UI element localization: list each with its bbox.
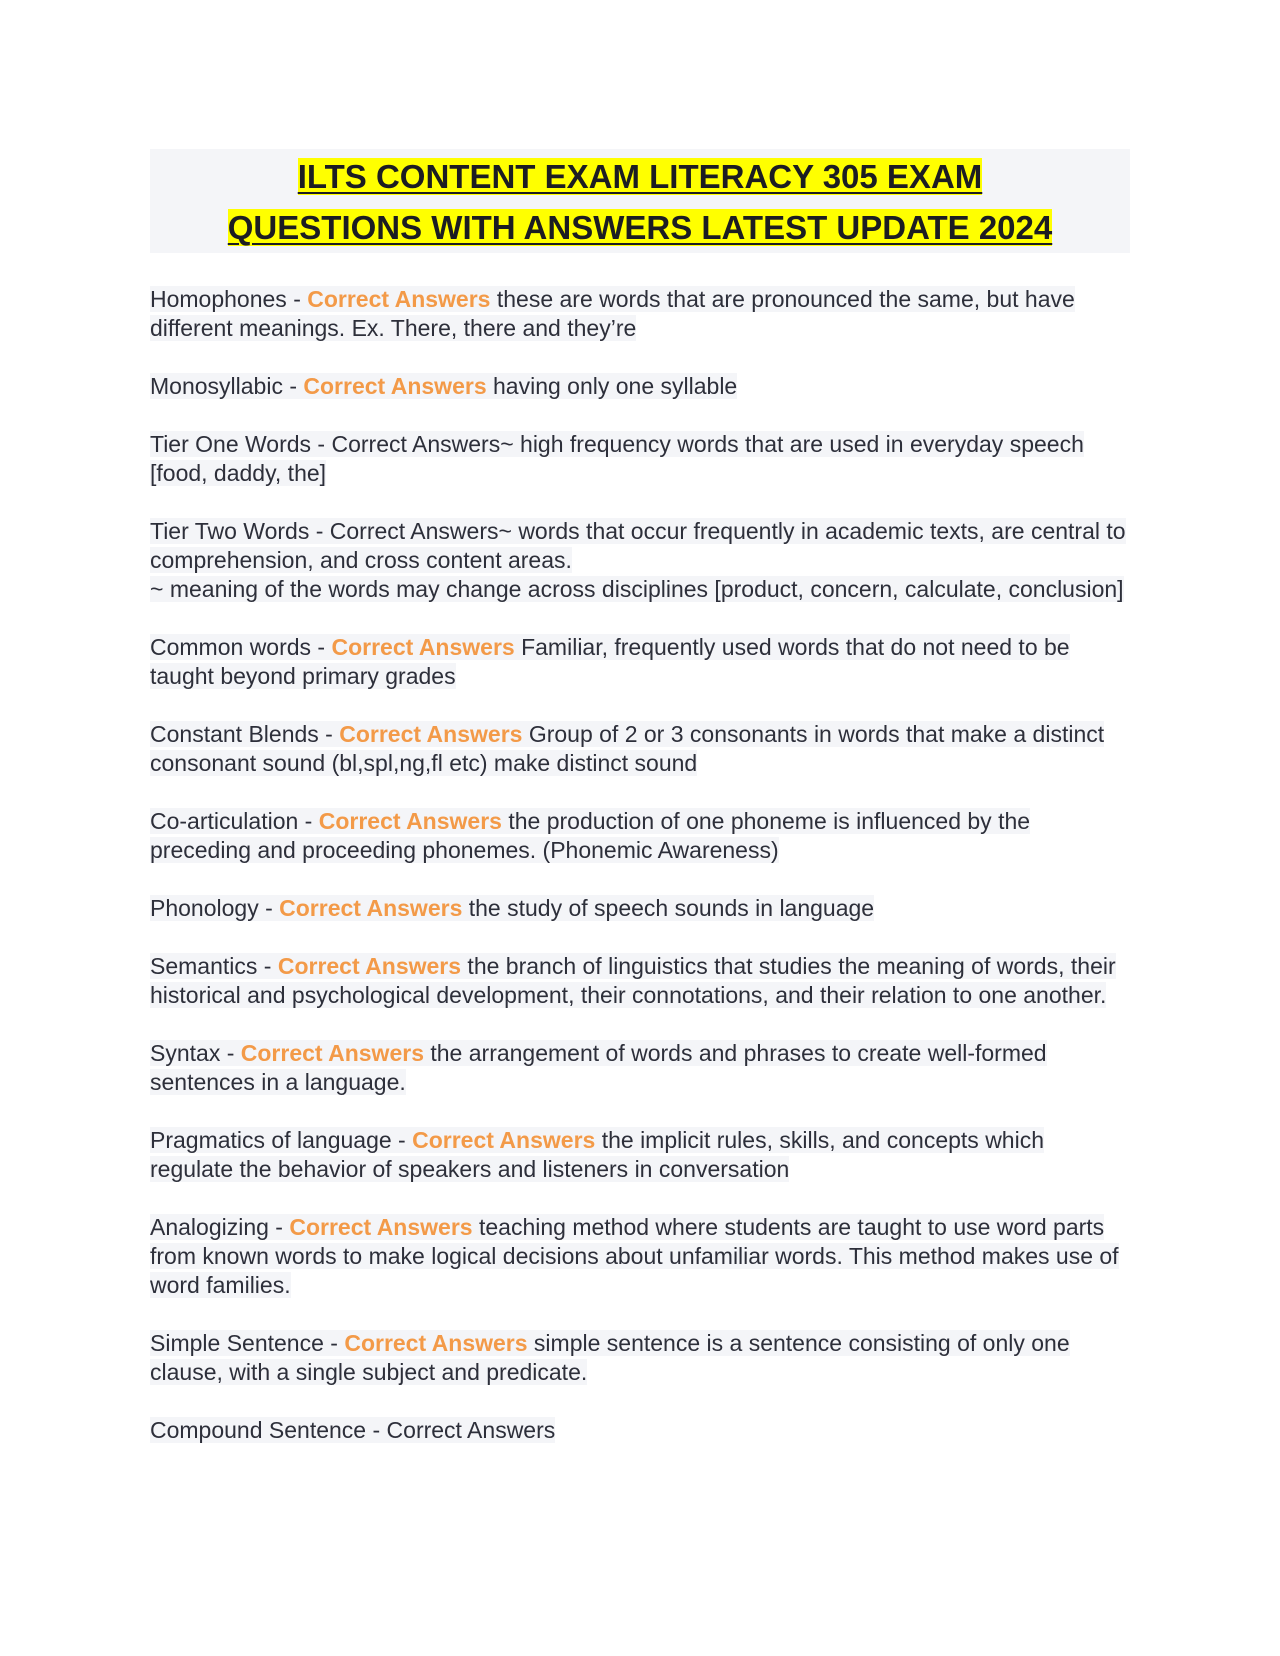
title-line-2: QUESTIONS WITH ANSWERS LATEST UPDATE 2024 <box>227 209 1053 246</box>
correct-answers-label: Correct Answers <box>307 286 491 312</box>
correct-answers-label: Correct Answers <box>331 634 515 660</box>
correct-answers-label: Correct Answers <box>240 1040 424 1066</box>
entry-definition: ~ meaning of the words may change across disciplines [product, concern, calculate, conclusion] <box>150 576 1124 602</box>
entry-common-words <box>150 633 1130 691</box>
entry-text: Tier Two Words - Correct Answers~ words that occur frequently in academic texts, are central to comprehension, and cross content areas. <box>150 518 1126 573</box>
entry-definition: the production of one phoneme is influenced by the preceding and proceeding phonemes. (Phonemic Awareness) <box>150 808 1031 863</box>
entry-definition: the arrangement of words and phrases to create well-formed sentences in a language. <box>150 1040 1047 1095</box>
entry-term: Monosyllabic - <box>150 373 304 399</box>
entry-text: Compound Sentence - Correct Answers <box>150 1417 556 1443</box>
entry-term: Simple Sentence - <box>150 1330 345 1356</box>
entry-phonology <box>150 894 1130 923</box>
entry-term: Syntax - <box>150 1040 241 1066</box>
correct-answers-label: Correct Answers <box>412 1127 596 1153</box>
entry-homophones <box>150 285 1130 343</box>
entry-term: Phonology - <box>150 895 280 921</box>
entry-monosyllabic <box>150 372 1130 401</box>
correct-answers-label: Correct Answers <box>344 1330 528 1356</box>
entry-text: Tier One Words - Correct Answers~ high frequency words that are used in everyday speech [food, daddy, the] <box>150 431 1084 486</box>
entry-tier-one-words <box>150 430 1130 488</box>
entry-semantics <box>150 952 1130 1010</box>
entry-co-articulation <box>150 807 1130 865</box>
entry-definition: the implicit rules, skills, and concepts which regulate the behavior of speakers and listeners in conversation <box>150 1127 1044 1182</box>
entry-pragmatics <box>150 1126 1130 1184</box>
correct-answers-label: Correct Answers <box>339 721 523 747</box>
entry-simple-sentence <box>150 1329 1130 1387</box>
entry-definition: the study of speech sounds in language <box>462 895 875 921</box>
correct-answers-label: Correct Answers <box>303 373 487 399</box>
entry-tier-two-words <box>150 517 1130 604</box>
entry-constant-blends <box>150 720 1130 778</box>
correct-answers-label: Correct Answers <box>289 1214 473 1240</box>
correct-answers-label: Correct Answers <box>277 953 462 979</box>
document-page <box>150 149 1130 1474</box>
correct-answers-label: Correct Answers <box>318 808 502 834</box>
correct-answers-label: Correct Answers <box>279 895 463 921</box>
entry-syntax <box>150 1039 1130 1097</box>
entry-analogizing <box>150 1213 1130 1300</box>
entry-term: Common words - <box>150 634 332 660</box>
entry-definition: having only one syllable <box>486 373 738 399</box>
entry-definition: the branch of linguistics that studies the meaning of words, their historical and psychological development, their connotations, and their relation to one another. <box>150 953 1116 1008</box>
entry-definition: these are words that are pronounced the same, but have different meanings. Ex. There, there and they’re <box>150 286 1075 341</box>
entry-term: Semantics - <box>150 953 278 979</box>
entry-term: Co-articulation - <box>150 808 319 834</box>
entry-definition: Group of 2 or 3 consonants in words that make a distinct consonant sound (bl,spl,ng,fl etc) make distinct sound <box>150 721 1105 776</box>
entry-definition: simple sentence is a sentence consisting of only one clause, with a single subject and predicate. <box>150 1330 1070 1385</box>
entry-term: Constant Blends - <box>150 721 340 747</box>
title-line-1: ILTS CONTENT EXAM LITERACY 305 EXAM <box>297 158 983 195</box>
entry-compound-sentence <box>150 1416 1130 1445</box>
entry-term: Analogizing - <box>150 1214 290 1240</box>
document-title <box>150 149 1130 253</box>
entry-term: Pragmatics of language - <box>150 1127 413 1153</box>
entry-definition: teaching method where students are taught to use word parts from known words to make logical decisions about unfamiliar words. This method makes use of word families. <box>150 1214 1119 1298</box>
entry-definition: Familiar, frequently used words that do not need to be taught beyond primary grades <box>150 634 1070 689</box>
entry-term: Homophones - <box>150 286 308 312</box>
